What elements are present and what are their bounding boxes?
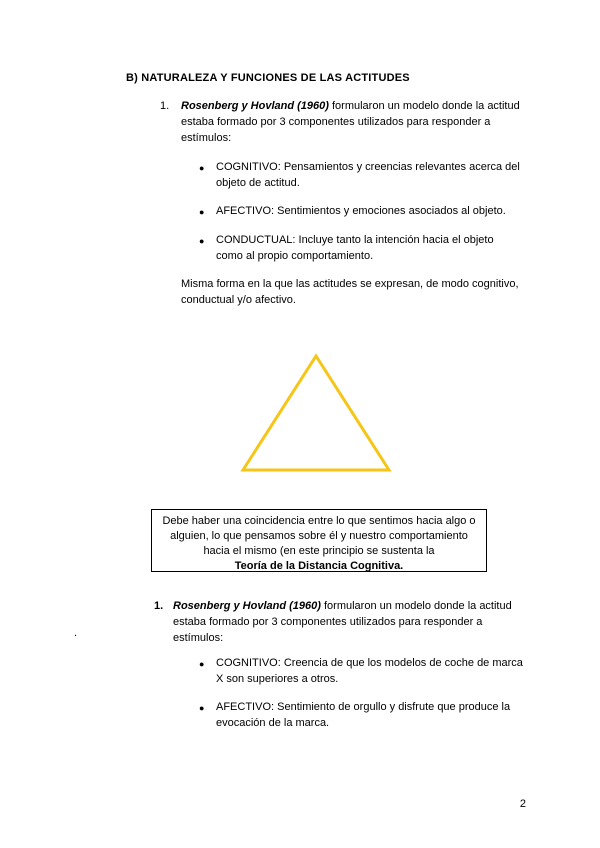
bullet-item [216, 699, 536, 731]
bullet-text: X son superiores a otros. [216, 673, 339, 685]
box-text: alguien, lo que pensamos sobre él y nuestro comportamiento [170, 530, 468, 542]
bullet-icon: ● [199, 207, 205, 217]
bullet-label: COGNITIVO: [216, 657, 281, 669]
section-heading: B) NATURALEZA Y FUNCIONES DE LAS ACTITUDES [126, 72, 410, 84]
bullet-text: Sentimientos y emociones asociados al objeto. [274, 205, 506, 217]
list-number: 1. [160, 100, 170, 112]
bullet-label: COGNITIVO: [216, 161, 281, 173]
highlight-box [151, 509, 487, 572]
bullet-item [216, 655, 536, 687]
intro-text: estaba formado por 3 componentes utilizados para responder a [181, 116, 491, 128]
bullet-text: objeto de actitud. [216, 177, 300, 189]
stray-mark: . [74, 627, 78, 639]
attitude-triangle [236, 350, 396, 476]
bullet-label: AFECTIVO: [216, 701, 275, 713]
authors-citation: Rosenberg y Hovland (1960) [173, 600, 321, 612]
box-text: Debe haber una coincidencia entre lo que sentimos hacia algo o [162, 515, 476, 527]
bullet-text: Incluye tanto la intención hacia el objeto [295, 234, 494, 246]
closing-paragraph [181, 276, 541, 308]
box-text: hacia el mismo (en este principio se sustenta la [203, 545, 435, 557]
bullet-label: CONDUCTUAL: [216, 234, 296, 246]
bullet-text: Pensamientos y creencias relevantes acerca del [280, 161, 520, 173]
section1-intro [181, 98, 541, 146]
triangle-shape [243, 356, 389, 470]
intro-text: estímulos: [181, 132, 232, 144]
bullet-text: evocación de la marca. [216, 717, 330, 729]
intro-text: estaba formado por 3 componentes utilizados para responder a [173, 616, 483, 628]
bullet-text: como al propio comportamiento. [216, 250, 374, 262]
page-number: 2 [519, 798, 526, 810]
intro-text: formularon un modelo donde la actitud [328, 100, 520, 112]
bullet-icon: ● [199, 236, 205, 246]
bullet-item [216, 203, 536, 219]
list-number: 1. [154, 600, 164, 612]
closing-text: conductual y/o afectivo. [181, 294, 296, 306]
bullet-icon: ● [199, 659, 205, 669]
section2-intro [173, 598, 543, 646]
bullet-item [216, 159, 536, 191]
intro-text: estímulos: [173, 632, 224, 644]
bullet-icon: ● [199, 703, 205, 713]
bullet-label: AFECTIVO: [216, 205, 275, 217]
bullet-text: Creencia de que los modelos de coche de marca [280, 657, 523, 669]
bullet-item [216, 232, 536, 264]
theory-name: Teoría de la Distancia Cognitiva. [234, 560, 404, 572]
bullet-text: Sentimiento de orgullo y disfrute que produce la [274, 701, 511, 713]
intro-text: formularon un modelo donde la actitud [320, 600, 512, 612]
bullet-icon: ● [199, 163, 205, 173]
closing-text: Misma forma en la que las actitudes se expresan, de modo cognitivo, [181, 278, 519, 290]
authors-citation: Rosenberg y Hovland (1960) [181, 100, 329, 112]
